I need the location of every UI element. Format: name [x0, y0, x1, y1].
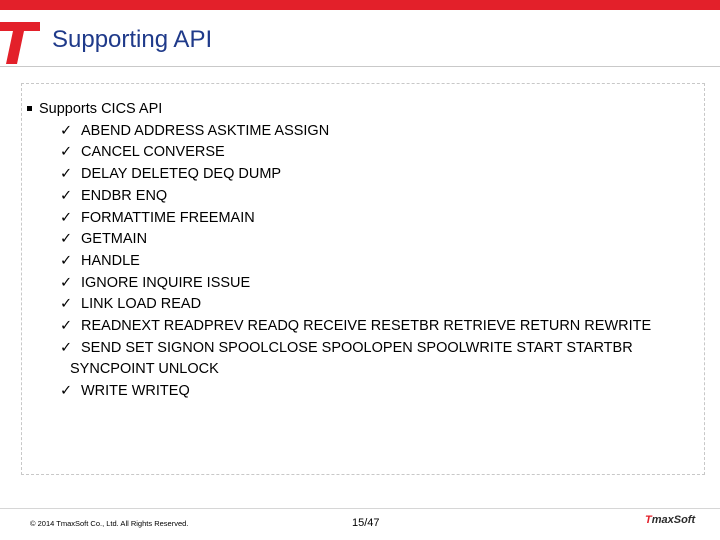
footer-divider [0, 508, 720, 509]
bullet-text: Supports CICS API [39, 101, 163, 117]
bullet-item [27, 99, 687, 121]
list-item-text: ABEND ADDRESS ASKTIME ASSIGN [81, 122, 330, 139]
square-bullet-icon [27, 106, 32, 111]
tmax-logo-icon [0, 22, 40, 64]
checkmark-icon: ✓ [60, 383, 73, 400]
checkmark-icon: ✓ [60, 274, 73, 291]
list-item [27, 208, 687, 230]
list-item [27, 251, 687, 273]
list-item [27, 273, 687, 295]
list-item-text: ENDBR ENQ [81, 187, 168, 204]
list-item [27, 121, 687, 143]
checkmark-icon: ✓ [60, 231, 73, 248]
list-item-text: CANCEL CONVERSE [81, 144, 225, 161]
checkmark-icon: ✓ [60, 296, 73, 313]
checkmark-icon: ✓ [60, 144, 73, 161]
page-number: 15/47 [352, 517, 380, 529]
list-item-text: WRITE WRITEQ [81, 383, 190, 400]
checkmark-icon: ✓ [60, 318, 73, 335]
tmaxsoft-logo: TmaxSoft [645, 514, 696, 526]
checkmark-icon: ✓ [60, 209, 73, 226]
list-item [27, 229, 687, 251]
header-accent-bar [0, 0, 720, 10]
list-item [27, 164, 687, 186]
title-divider [0, 66, 720, 67]
list-item-text: READNEXT READPREV READQ RECEIVE RESETBR RETRIEVE RETURN REWRITE [81, 318, 652, 335]
list-item [27, 294, 687, 316]
list-item-text: DELAY DELETEQ DEQ DUMP [81, 166, 282, 183]
checkmark-icon: ✓ [60, 252, 73, 269]
list-item [27, 316, 687, 338]
page-title: Supporting API [52, 26, 213, 53]
list-item-text: GETMAIN [81, 231, 148, 248]
checkmark-icon: ✓ [60, 187, 73, 204]
list-item-text: HANDLE [81, 252, 140, 269]
checkmark-icon: ✓ [60, 166, 73, 183]
checkmark-icon: ✓ [60, 122, 73, 139]
list-item-text: FORMATTIME FREEMAIN [81, 209, 255, 226]
list-item-text: IGNORE INQUIRE ISSUE [81, 274, 251, 291]
bullet-list [27, 99, 687, 403]
list-item-continuation: SYNCPOINT UNLOCK [70, 361, 219, 378]
list-item-text: LINK LOAD READ [81, 296, 202, 313]
list-item [27, 338, 687, 360]
list-item-text: SEND SET SIGNON SPOOLCLOSE SPOOLOPEN SPOOLWRITE START STARTBR [81, 339, 633, 356]
list-item [27, 381, 687, 403]
list-item [27, 142, 687, 164]
copyright-text: © 2014 TmaxSoft Co., Ltd. All Rights Reserved. [30, 519, 189, 528]
checkmark-icon: ✓ [60, 339, 73, 356]
list-item [27, 186, 687, 208]
